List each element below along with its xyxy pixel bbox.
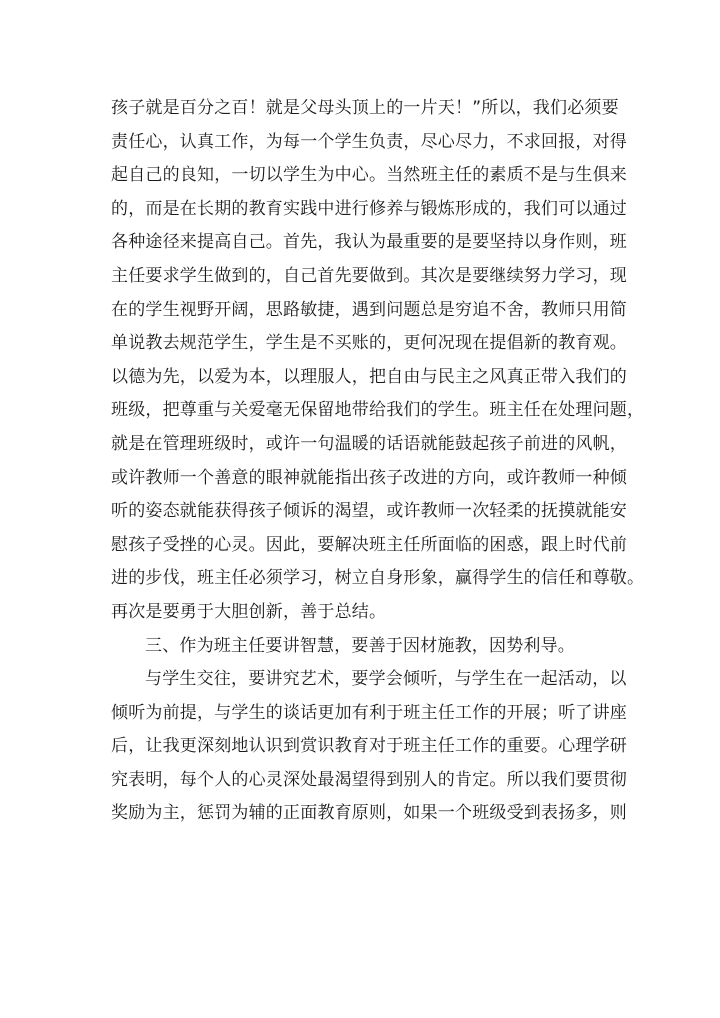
text-line: 以德为先，以爱为本，以理服人，把自由与民主之风真正带入我们的 [111,366,627,387]
text-line: 奖励为主，惩罚为辅的正面教育原则，如果一个班级受到表扬多，则 [111,803,627,824]
text-line: 慰孩子受挫的心灵。因此，要解决班主任所面临的困惑，跟上时代前 [111,534,627,555]
text-line: 的，而是在长期的教育实践中进行修养与锻炼形成的，我们可以通过 [111,198,627,219]
paragraph-first-line: 与学生交往，要讲究艺术，要学会倾听，与学生在一起活动，以 [145,669,627,690]
body-text [111,92,645,831]
text-line: 究表明，每个人的心灵深处最渴望得到别人的肯定。所以我们要贯彻 [111,769,627,790]
text-line: 进的步伐，班主任必须学习，树立自身形象，赢得学生的信任和尊敬。 [111,568,645,589]
text-line: 主任要求学生做到的，自己首先要做到。其次是要继续努力学习，现 [111,265,627,286]
text-line: 责任心，认真工作，为每一个学生负责，尽心尽力，不求回报，对得 [111,131,627,152]
text-line: 再次是要勇于大胆创新，善于总结。 [111,601,387,622]
text-line: 倾听为前提，与学生的谈话更加有利于班主任工作的开展；听了讲座 [111,702,627,723]
text-line: 起自己的良知，一切以学生为中心。当然班主任的素质不是与生俱来 [111,165,627,186]
section-heading: 三、作为班主任要讲智慧，要善于因材施教，因势利导。 [145,635,575,656]
text-line: 班级，把尊重与关爱毫无保留地带给我们的学生。班主任在处理问题， [111,400,645,421]
text-line: 在的学生视野开阔，思路敏捷，遇到问题总是穷追不舍，教师只用简 [111,299,627,320]
text-line: 就是在管理班级时，或许一句温暖的话语就能鼓起孩子前进的风帆， [111,433,627,454]
text-line: 单说教去规范学生，学生是不买账的，更何况现在提倡新的教育观。 [111,333,627,354]
text-line: 孩子就是百分之百！就是父母头顶上的一片天！”所以，我们必须要 [111,98,619,118]
text-line: 或许教师一个善意的眼神就能指出孩子改进的方向，或许教师一种倾 [111,467,627,488]
text-line: 听的姿态就能获得孩子倾诉的渴望，或许教师一次轻柔的抚摸就能安 [111,501,627,522]
text-line: 后，让我更深刻地认识到赏识教育对于班主任工作的重要。心理学研 [111,736,627,757]
text-line: 各种途径来提高自己。首先，我认为最重要的是要坚持以身作则，班 [111,232,627,253]
